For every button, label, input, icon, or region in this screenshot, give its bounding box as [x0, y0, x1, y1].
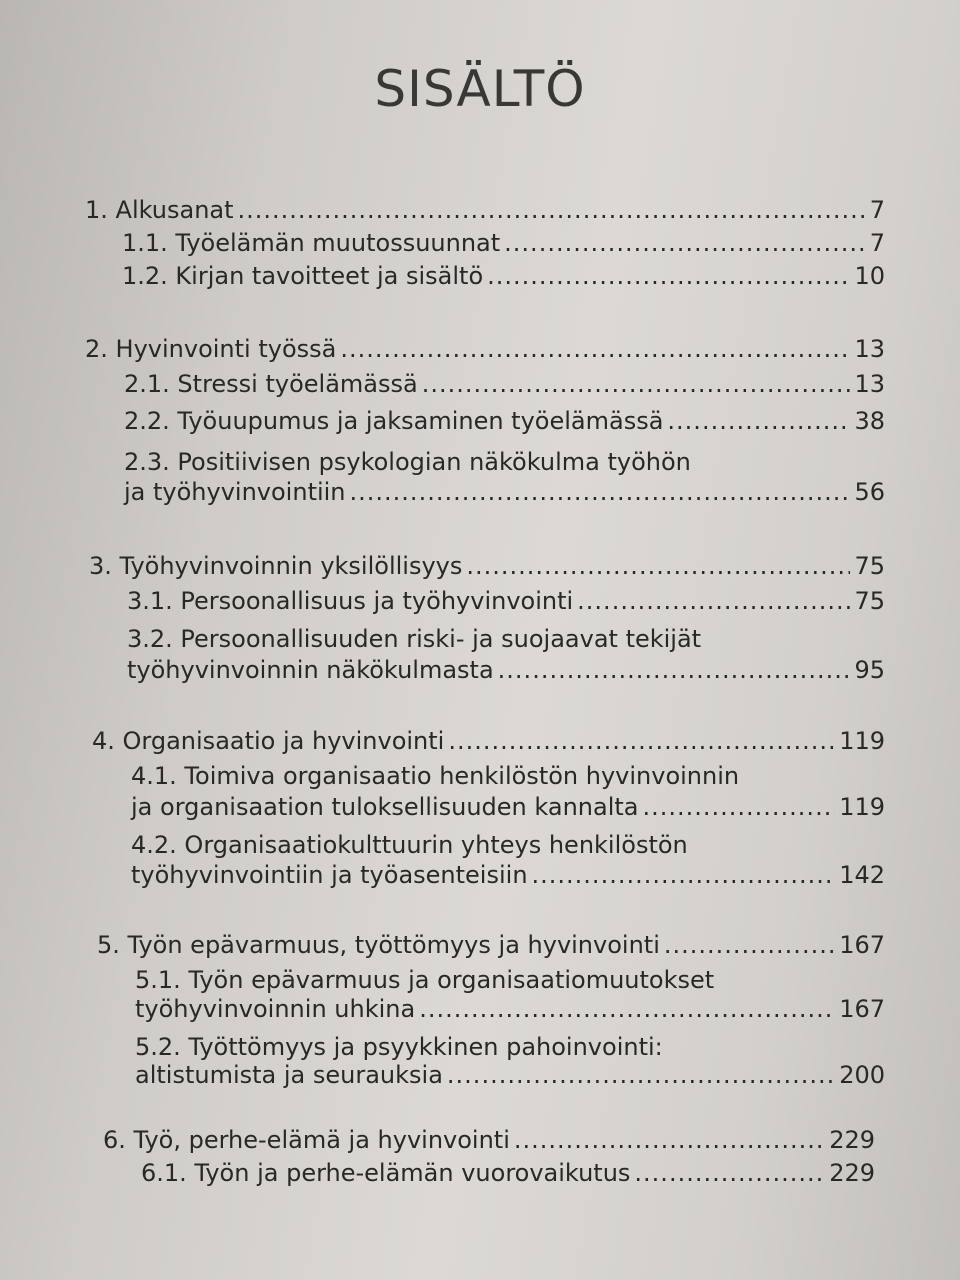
toc-label-line1: 5.2. Työttömyys ja psyykkinen pahoinvointi: [135, 1033, 663, 1061]
leader-dots [487, 260, 850, 292]
toc-label: 6. Työ, perhe-elämä ja hyvinvointi [103, 1126, 510, 1154]
toc-page-number: 13 [854, 370, 885, 398]
toc-label: 2. Hyvinvointi työssä [85, 335, 337, 363]
toc-entry-1 [85, 194, 885, 226]
toc-label: 6.1. Työn ja perhe-elämän vuorovaikutus [141, 1159, 631, 1187]
toc-page-number: 229 [829, 1159, 875, 1187]
toc-entry-5-1 [135, 993, 885, 1025]
toc-label: työhyvinvoinnin uhkina [135, 995, 416, 1023]
leader-dots [419, 993, 835, 1025]
toc-entry-3-1 [127, 585, 885, 617]
toc-entry-1-2 [122, 260, 885, 292]
toc-label: 1.2. Kirjan tavoitteet ja sisältö [122, 262, 484, 290]
toc-entry-2-2 [124, 405, 885, 437]
page-title: SISÄLTÖ [374, 59, 586, 118]
toc-entry-4-1 [131, 791, 885, 823]
toc-label: 3.1. Persoonallisuus ja työhyvinvointi [127, 587, 574, 615]
leader-dots [532, 859, 836, 891]
toc-label: työhyvinvointiin ja työasenteisiin [131, 861, 528, 889]
toc-label: altistumista ja seurauksia [135, 1061, 443, 1089]
leader-dots [514, 1124, 825, 1156]
toc-page-number: 38 [854, 407, 885, 435]
leader-dots [498, 654, 851, 686]
leader-dots [350, 476, 851, 508]
leader-dots [466, 550, 850, 582]
toc-label: ja organisaation tuloksellisuuden kannalta [131, 793, 639, 821]
leader-dots [667, 405, 850, 437]
toc-label-line1: 2.3. Positiivisen psykologian näkökulma työhön [124, 448, 691, 476]
toc-page-number: 200 [839, 1061, 885, 1089]
toc-label: työhyvinvoinnin näkökulmasta [127, 656, 494, 684]
toc-entry-3 [89, 550, 885, 582]
toc-entry-6-1 [141, 1157, 875, 1189]
toc-entry-2 [85, 333, 885, 365]
toc-entry-2-3 [124, 476, 885, 508]
toc-page-number: 7 [869, 229, 885, 257]
toc-page-number: 75 [854, 552, 885, 580]
toc-label-line1: 4.1. Toimiva organisaatio henkilöstön hyvinvoinnin [131, 762, 740, 790]
toc-page-number: 119 [839, 793, 885, 821]
toc-entry-6 [103, 1124, 875, 1156]
leader-dots [447, 1059, 835, 1091]
leader-dots [504, 227, 866, 259]
toc-entry-5-2 [135, 1059, 885, 1091]
toc-label: 5. Työn epävarmuus, työttömyys ja hyvinvointi [97, 931, 660, 959]
toc-page-number: 56 [854, 478, 885, 506]
leader-dots [634, 1157, 825, 1189]
toc-page-number: 229 [829, 1126, 875, 1154]
toc-page-number: 7 [869, 196, 885, 224]
toc-page-number: 167 [839, 995, 885, 1023]
leader-dots [642, 791, 835, 823]
toc-label: 1.1. Työelämän muutossuunnat [122, 229, 501, 257]
toc-page-number: 10 [854, 262, 885, 290]
leader-dots [422, 368, 851, 400]
toc-page-number: 95 [854, 656, 885, 684]
leader-dots [664, 929, 835, 961]
toc-label: 2.2. Työuupumus ja jaksaminen työelämässä [124, 407, 664, 435]
toc-page-number: 167 [839, 931, 885, 959]
toc-entry-2-1 [124, 368, 885, 400]
toc-page-number: 75 [854, 587, 885, 615]
leader-dots [238, 194, 866, 226]
toc-label: 4. Organisaatio ja hyvinvointi [92, 727, 445, 755]
toc-label: 3. Työhyvinvoinnin yksilöllisyys [89, 552, 463, 580]
leader-dots [340, 333, 850, 365]
toc-page-number: 142 [839, 861, 885, 889]
toc-page-number: 13 [854, 335, 885, 363]
toc-label: ja työhyvinvointiin [124, 478, 346, 506]
toc-label: 2.1. Stressi työelämässä [124, 370, 418, 398]
leader-dots [577, 585, 850, 617]
toc-entry-4-2 [131, 859, 885, 891]
toc-entry-5 [97, 929, 885, 961]
toc-entry-3-2 [127, 654, 885, 686]
toc-entry-4 [92, 725, 885, 757]
toc-entry-1-1 [122, 227, 885, 259]
toc-label-line1: 3.2. Persoonallisuuden riski- ja suojaavat tekijät [127, 625, 702, 653]
toc-page-number: 119 [839, 727, 885, 755]
toc-label-line1: 4.2. Organisaatiokulttuurin yhteys henkilöstön [131, 831, 688, 859]
leader-dots [448, 725, 835, 757]
toc-label-line1: 5.1. Työn epävarmuus ja organisaatiomuutokset [135, 966, 715, 994]
toc-label: 1. Alkusanat [85, 196, 234, 224]
